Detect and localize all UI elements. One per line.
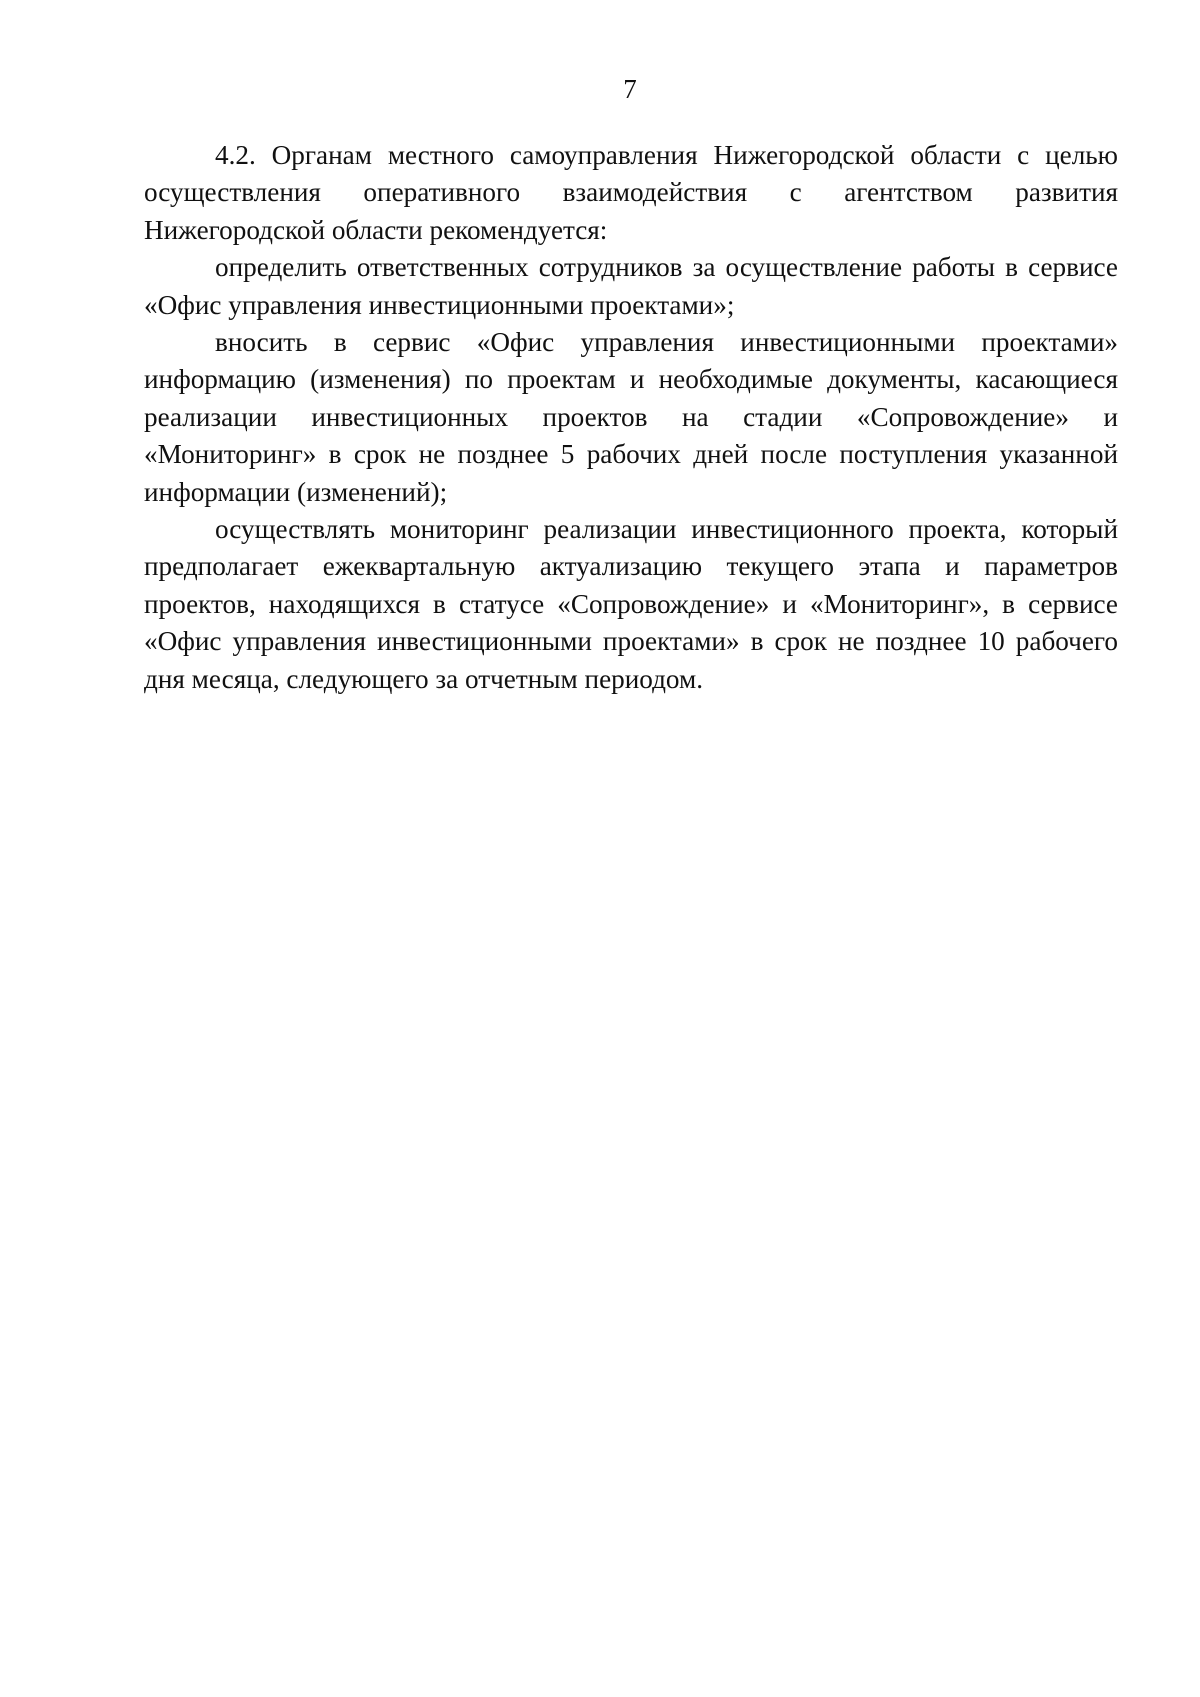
document-body (144, 137, 1118, 698)
paragraph-assign-staff: определить ответственных сотрудников за осуществление работы в сервисе «Офис управления инвестиционными проектами»; (144, 252, 1118, 320)
paragraph-monitoring: осуществлять мониторинг реализации инвестиционного проекта, который предполагает ежеквартальную актуализацию текущего этапа и параметров проектов, находящихся в статусе «Сопровождение» и «Мониторинг», в сервисе «Офис управления инвестиционными проектами» в срок не позднее 10 рабочего дня месяца, следующего за отчетным периодом. (144, 514, 1118, 694)
paragraph-4-2: 4.2. Органам местного самоуправления Нижегородской области с целью осуществления оперативного взаимодействия с агентством развития Нижегородской области рекомендуется: (144, 140, 1118, 245)
page-number: 7 (623, 74, 637, 104)
paragraph-enter-information: вносить в сервис «Офис управления инвестиционными проектами» информацию (изменения) по проектам и необходимые документы, касающиеся реализации инвестиционных проектов на стадии «Сопровождение» и «Мониторинг» в срок не позднее 5 рабочих дней после поступления указанной информации (изменений); (144, 327, 1118, 507)
